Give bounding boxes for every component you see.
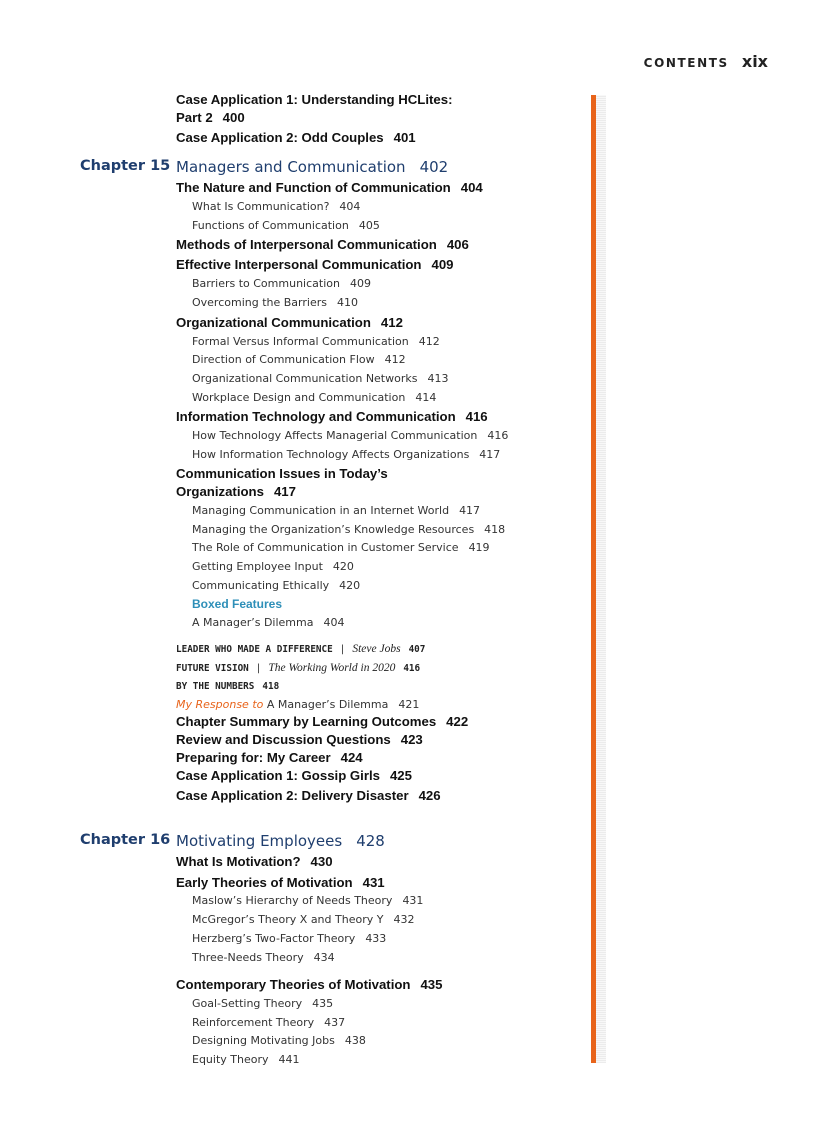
subsection-entry-text: Barriers to Communication xyxy=(192,277,340,290)
section-heading[interactable] xyxy=(176,409,488,424)
subsection-entry-text: Managing the Organization’s Knowledge Resources xyxy=(192,523,475,536)
feature-separator: | xyxy=(255,663,262,674)
page-ref: 424 xyxy=(340,750,363,765)
section-heading-text: Case Application 2: Odd Couples xyxy=(176,130,384,145)
feature-title: The Working World in 2020 xyxy=(268,662,396,674)
section-heading-text: Early Theories of Motivation xyxy=(176,875,353,890)
subsection-entry-text: Overcoming the Barriers xyxy=(192,296,327,309)
page-ref: 404 xyxy=(323,616,345,629)
subsection-entry[interactable] xyxy=(192,277,371,290)
boxed-features-heading xyxy=(192,597,282,611)
subsection-entry[interactable] xyxy=(192,560,354,573)
subsection-entry[interactable] xyxy=(192,523,505,536)
subsection-entry-text: Direction of Communication Flow xyxy=(192,353,375,366)
page-ref: 426 xyxy=(418,788,441,803)
chapter-title[interactable] xyxy=(176,832,385,850)
subsection-entry-text: Communicating Ethically xyxy=(192,579,330,592)
page-number: xix xyxy=(741,52,768,71)
feature-label: LEADER WHO MADE A DIFFERENCE xyxy=(176,644,333,655)
section-heading[interactable] xyxy=(176,875,385,890)
page-ref: 420 xyxy=(339,579,361,592)
subsection-entry-text: Equity Theory xyxy=(192,1053,269,1066)
section-heading-text: Part 2 xyxy=(176,110,213,125)
subsection-entry-text: McGregor’s Theory X and Theory Y xyxy=(192,913,384,926)
section-heading-text: Organizations xyxy=(176,484,264,499)
subsection-entry[interactable] xyxy=(192,200,360,213)
section-heading-text: Case Application 2: Delivery Disaster xyxy=(176,788,409,803)
section-heading-text: Methods of Interpersonal Communication xyxy=(176,237,437,252)
section-heading-text: Review and Discussion Questions xyxy=(176,732,391,747)
chapter-title[interactable] xyxy=(176,158,448,176)
subsection-entry-text: Functions of Communication xyxy=(192,219,349,232)
section-heading-text: Case Application 1: Gossip Girls xyxy=(176,768,380,783)
subsection-entry[interactable] xyxy=(192,1034,366,1047)
page-ref: 425 xyxy=(389,768,412,783)
subsection-entry[interactable] xyxy=(192,913,414,926)
page-ref: 438 xyxy=(344,1034,366,1047)
subsection-entry-text: A Manager’s Dilemma xyxy=(192,616,314,629)
page-ref: 420 xyxy=(332,560,354,573)
page-ref: 423 xyxy=(400,732,423,747)
section-heading-text: Case Application 1: Understanding HCLites: xyxy=(176,92,453,107)
page-ref: 432 xyxy=(393,913,415,926)
page-ref: 418 xyxy=(484,523,506,536)
subsection-entry-text: What Is Communication? xyxy=(192,200,330,213)
subsection-entry-text: Herzberg’s Two-Factor Theory xyxy=(192,932,356,945)
page-ref: 404 xyxy=(339,200,361,213)
subsection-entry-text: Goal-Setting Theory xyxy=(192,997,303,1010)
section-heading[interactable] xyxy=(176,110,245,125)
subsection-entry[interactable] xyxy=(192,296,358,309)
section-heading[interactable] xyxy=(176,257,454,272)
section-heading[interactable] xyxy=(176,732,423,747)
page-ref: 435 xyxy=(312,997,334,1010)
subsection-entry-text: Workplace Design and Communication xyxy=(192,391,406,404)
subsection-entry-text: How Information Technology Affects Organizations xyxy=(192,448,470,461)
page-ref: 409 xyxy=(431,257,454,272)
subsection-entry-text: Three-Needs Theory xyxy=(192,951,304,964)
page-ref: 428 xyxy=(356,832,385,850)
page-ref: 416 xyxy=(465,409,488,424)
page-ref: 410 xyxy=(336,296,358,309)
page-ref: 422 xyxy=(446,714,469,729)
page-ref: 413 xyxy=(427,372,449,385)
subsection-entry[interactable] xyxy=(192,372,448,385)
section-heading[interactable] xyxy=(176,854,333,869)
subsection-entry[interactable] xyxy=(192,541,490,554)
running-header xyxy=(644,52,768,71)
subsection-entry-text: Designing Motivating Jobs xyxy=(192,1034,335,1047)
section-heading-text: Contemporary Theories of Motivation xyxy=(176,977,411,992)
subsection-entry-text: Formal Versus Informal Communication xyxy=(192,335,409,348)
page-ref: 412 xyxy=(384,353,406,366)
page-ref: 401 xyxy=(393,130,416,145)
section-heading-text: Chapter Summary by Learning Outcomes xyxy=(176,714,437,729)
subsection-entry[interactable] xyxy=(192,951,335,964)
page-ref: 405 xyxy=(358,219,380,232)
subsection-entry-text: The Role of Communication in Customer Service xyxy=(192,541,459,554)
running-header-label: CONTENTS xyxy=(643,56,729,70)
section-heading[interactable] xyxy=(176,977,442,992)
boxed-feature-entry[interactable] xyxy=(176,662,420,674)
page-ref: 414 xyxy=(415,391,437,404)
boxed-features-heading-text: Boxed Features xyxy=(192,597,283,611)
page-ref: 430 xyxy=(310,854,333,869)
section-heading-text: Organizational Communication xyxy=(176,315,371,330)
page-ref: 406 xyxy=(446,237,469,252)
response-prefix: My Response to xyxy=(176,698,264,711)
page-ref: 419 xyxy=(468,541,490,554)
feature-title: Steve Jobs xyxy=(352,643,401,655)
chapter-label: Chapter 16 xyxy=(80,832,171,848)
section-heading-text: The Nature and Function of Communication xyxy=(176,180,451,195)
section-heading[interactable] xyxy=(176,714,468,729)
subsection-entry-text: Managing Communication in an Internet World xyxy=(192,504,450,517)
section-heading[interactable] xyxy=(176,130,416,145)
page-ref: 433 xyxy=(365,932,387,945)
page-ref: 412 xyxy=(380,315,403,330)
subsection-entry[interactable] xyxy=(192,894,423,907)
page-ref: 417 xyxy=(479,448,501,461)
section-heading[interactable] xyxy=(176,237,469,252)
section-heading[interactable] xyxy=(176,180,483,195)
chapter-title-text: Motivating Employees xyxy=(176,832,343,850)
page-ref: 404 xyxy=(460,180,483,195)
section-heading[interactable] xyxy=(176,315,403,330)
section-heading-text: Effective Interpersonal Communication xyxy=(176,257,422,272)
subsection-entry[interactable] xyxy=(192,504,480,517)
page-ref: 431 xyxy=(402,894,424,907)
subsection-entry[interactable] xyxy=(192,579,360,592)
subsection-entry[interactable] xyxy=(192,448,500,461)
section-heading[interactable] xyxy=(176,768,412,783)
section-heading-text: What Is Motivation? xyxy=(176,854,301,869)
page-ref: 409 xyxy=(349,277,371,290)
page-ref: 431 xyxy=(362,875,385,890)
subsection-entry[interactable] xyxy=(192,1053,300,1066)
chapter-label: Chapter 15 xyxy=(80,158,171,174)
subsection-entry[interactable] xyxy=(192,429,508,442)
section-heading[interactable] xyxy=(176,750,363,765)
page-ref: 412 xyxy=(418,335,440,348)
page-ref: 417 xyxy=(273,484,296,499)
boxed-feature-entry[interactable] xyxy=(176,681,279,692)
section-heading-text: Information Technology and Communication xyxy=(176,409,456,424)
response-title: A Manager’s Dilemma xyxy=(266,698,389,711)
subsection-entry-text: Getting Employee Input xyxy=(192,560,323,573)
section-heading[interactable] xyxy=(176,466,388,481)
subsection-entry[interactable] xyxy=(192,391,436,404)
page-ref: 416 xyxy=(487,429,509,442)
section-heading[interactable] xyxy=(176,788,441,803)
subsection-entry[interactable] xyxy=(192,932,386,945)
chapter-title-text: Managers and Communication xyxy=(176,158,406,176)
subsection-entry-text: Organizational Communication Networks xyxy=(192,372,418,385)
section-heading[interactable] xyxy=(176,484,296,499)
feature-separator: | xyxy=(339,644,346,655)
page-ref: 434 xyxy=(313,951,335,964)
page-ref: 416 xyxy=(403,663,421,674)
subsection-entry[interactable] xyxy=(192,997,333,1010)
feature-label: BY THE NUMBERS xyxy=(176,681,255,692)
feature-label: FUTURE VISION xyxy=(176,663,249,674)
page-ref: 407 xyxy=(408,644,426,655)
section-heading-text: Communication Issues in Today’s xyxy=(176,466,388,481)
margin-rule-shadow xyxy=(596,95,606,1063)
response-entry[interactable] xyxy=(176,698,419,711)
subsection-entry[interactable] xyxy=(192,219,380,232)
subsection-entry[interactable] xyxy=(192,616,344,629)
page-ref: 418 xyxy=(262,681,280,692)
page-ref: 421 xyxy=(398,698,420,711)
page-ref: 400 xyxy=(222,110,245,125)
page-ref: 441 xyxy=(278,1053,300,1066)
page-ref: 437 xyxy=(324,1016,346,1029)
section-heading-text: Preparing for: My Career xyxy=(176,750,331,765)
page-ref: 417 xyxy=(459,504,481,517)
subsection-entry[interactable] xyxy=(192,1016,345,1029)
subsection-entry-text: Reinforcement Theory xyxy=(192,1016,315,1029)
subsection-entry[interactable] xyxy=(192,335,440,348)
section-heading[interactable] xyxy=(176,92,452,107)
subsection-entry[interactable] xyxy=(192,353,406,366)
subsection-entry-text: Maslow’s Hierarchy of Needs Theory xyxy=(192,894,393,907)
subsection-entry-text: How Technology Affects Managerial Communication xyxy=(192,429,478,442)
boxed-feature-entry[interactable] xyxy=(176,643,425,655)
page-ref: 435 xyxy=(420,977,443,992)
page-ref: 402 xyxy=(419,158,449,176)
